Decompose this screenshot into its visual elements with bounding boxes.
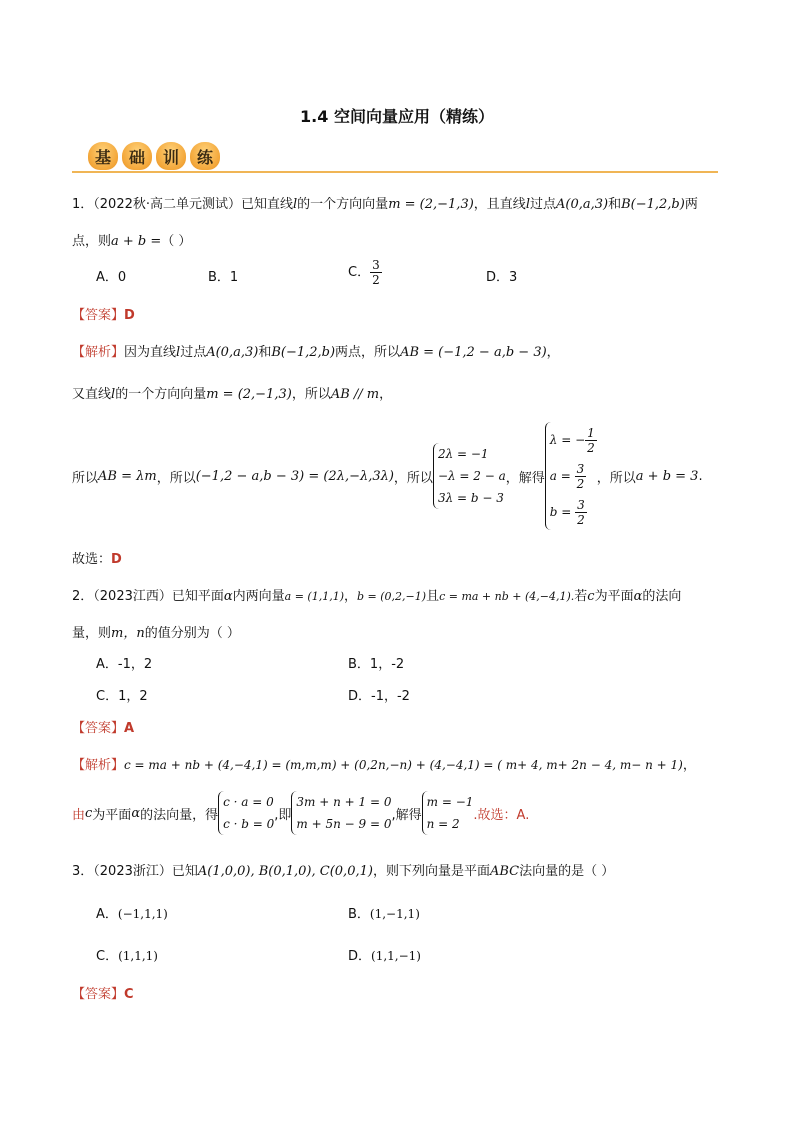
text: . (698, 468, 703, 484)
q2-text: 若 (574, 589, 588, 604)
text: ， (379, 387, 393, 402)
var-c: c (587, 589, 595, 604)
frac-den: 2 (372, 273, 380, 287)
analysis-tag: 【解析】 (72, 758, 125, 773)
text: ,即 (274, 807, 292, 823)
answer-tag: 【答案】 (72, 721, 125, 736)
option-value: (−1,1,1) (117, 907, 168, 921)
section-rule (72, 171, 718, 173)
section-banner (88, 142, 220, 172)
option-value: (1,1,1) (118, 949, 158, 963)
equation: −λ = 2 − a (437, 469, 506, 483)
q3-text: 法向量的是（ ） (519, 864, 615, 879)
solution-system (422, 791, 474, 835)
text: 两点，所以 (335, 345, 401, 360)
text: 所以 (72, 470, 99, 486)
equation: n = 2 (426, 817, 460, 831)
analysis-tag: 【解析】 (72, 345, 125, 360)
vector-ab: AB = (−1,2 − a,b − 3) (400, 345, 547, 360)
expr: a + b = (111, 234, 162, 249)
text: ， (682, 758, 696, 773)
option-label: D． (348, 949, 372, 964)
equation-system (291, 791, 391, 835)
choose-value: D (111, 552, 122, 567)
point-a: A(0,a,3) (556, 197, 609, 212)
q2-text: 内两向量 (232, 589, 285, 604)
fraction (575, 498, 587, 527)
answer-value: A (124, 721, 135, 736)
option-value: (1,1,−1) (371, 949, 421, 963)
q3-option-d[interactable] (348, 945, 421, 964)
equation: a + b = 3 (635, 468, 699, 484)
text: 因为直线 (124, 345, 177, 360)
q1-text: 的一个方向向量 (297, 197, 389, 212)
equation: 3m + n + 1 = 0 (296, 795, 392, 809)
frac-num: 3 (372, 258, 380, 272)
q1-text: （ ） (161, 234, 192, 249)
text: 的一个方向向量 (115, 387, 207, 402)
q2-stem-line1: 2．（2023江西）已知平面α内两向量a = (1,1,1)，b = (0,2,−1)且c = ma + nb + (4,−4,1).若c为平面α的法向 (72, 589, 682, 604)
q2-option-b[interactable]: B．1，-2 (348, 657, 405, 672)
frac-den: 2 (576, 477, 585, 491)
equation: m + 5n − 9 = 0 (296, 817, 392, 831)
frac-num: 1 (587, 426, 595, 440)
vector-m: m = (2,−1,3) (206, 387, 292, 402)
q2-analysis-line2 (72, 790, 529, 836)
option-label: C． (348, 265, 371, 280)
solution-system (545, 422, 597, 530)
answer-tag: 【答案】 (72, 308, 125, 323)
plane-abc: ABC (489, 864, 520, 879)
fraction (575, 462, 587, 491)
text: ,解得 (391, 807, 422, 823)
option-value: (1,−1,1) (369, 907, 420, 921)
var-alpha: α (131, 805, 141, 821)
q1-text: 两 (684, 197, 698, 212)
answer-value: C (124, 987, 134, 1002)
equation: c · b = 0 (223, 817, 275, 831)
q3-stem (72, 860, 614, 879)
equation: m = −1 (426, 795, 474, 809)
q1-analysis-line2 (72, 383, 392, 402)
var-l: l (111, 387, 116, 402)
equation: c · a = 0 (223, 795, 274, 809)
text: 和 (258, 345, 272, 360)
q1-option-b[interactable]: B．1 (208, 270, 239, 285)
q3-answer (72, 983, 134, 1002)
text: ， (546, 345, 560, 360)
solution-a (550, 458, 597, 494)
solution-b (550, 494, 597, 530)
vector-m: m = (2,−1,3) (388, 197, 474, 212)
text: 故选： (72, 552, 112, 567)
q3-option-c[interactable] (96, 945, 158, 964)
var-c: c (85, 805, 93, 821)
q2-text: 的值分别为（ ） (144, 626, 240, 641)
page-title: 1.4 空间向量应用（精练） (300, 107, 494, 126)
q1-option-d[interactable]: D．3 (486, 270, 518, 285)
equation: 2λ = −1 (437, 447, 489, 461)
q1-answer (72, 304, 135, 323)
var-mn: m，n (111, 626, 145, 641)
q2-option-a[interactable]: A．-1，2 (96, 657, 153, 672)
points: A(1,0,0), B(0,1,0), C(0,0,1) (197, 864, 373, 879)
q3-option-a[interactable] (96, 903, 168, 922)
text: 由 (72, 807, 86, 823)
banner-char: 基 (88, 142, 118, 170)
q2-option-d[interactable]: D．-1，-2 (348, 689, 410, 704)
point-b: B(−1,2,b) (271, 345, 336, 360)
lhs: b = (549, 505, 572, 519)
point-a: A(0,a,3) (206, 345, 259, 360)
q1-stem-line1 (72, 193, 698, 212)
banner-char: 训 (156, 142, 186, 170)
lhs: λ = − (549, 433, 586, 447)
vector-c: c = ma + nb + (4,−4,1). (439, 590, 575, 603)
var-l: l (293, 197, 298, 212)
q1-text: 过点 (529, 197, 556, 212)
choose-value: .故选：A. (473, 807, 530, 823)
text: 的法向量，得 (140, 807, 219, 823)
equation: (−1,2 − a,b − 3) = (2λ,−λ,3λ) (195, 468, 394, 484)
text: 为平面 (92, 807, 132, 823)
answer-value: D (124, 308, 135, 323)
frac-num: 3 (577, 498, 585, 512)
q2-text: 量，则 (72, 626, 112, 641)
text: ，解得 (505, 470, 545, 486)
text: ，所以 (393, 470, 433, 486)
text: 又直线 (72, 387, 112, 402)
q1-text: 点，则 (72, 234, 112, 249)
q3-option-b[interactable] (348, 903, 420, 922)
q2-text: 的法向 (642, 589, 682, 604)
var-alpha: α (223, 589, 233, 604)
q2-text: 为平面 (594, 589, 634, 604)
text: ，所以 (291, 387, 331, 402)
vector-a: a = (1,1,1) (284, 590, 344, 603)
q1-stem-line2 (72, 230, 191, 249)
solution-lambda (550, 422, 597, 458)
q3-text: ，则下列向量是平面 (372, 864, 490, 879)
fraction (370, 258, 382, 287)
var-l: l (176, 345, 181, 360)
option-label: C． (96, 949, 119, 964)
fraction (585, 426, 597, 455)
q2-text: 且 (426, 589, 440, 604)
q1-text: 1．（2022秋·高二单元测试）已知直线 (72, 197, 293, 212)
var-l: l (525, 197, 530, 212)
q2-answer (72, 717, 134, 736)
q1-choose (72, 548, 122, 567)
q2-stem-line2 (72, 622, 240, 641)
q1-option-a[interactable]: A．0 (96, 270, 127, 285)
text: 过点 (180, 345, 207, 360)
banner-char: 练 (190, 142, 220, 170)
lhs: a = (549, 469, 571, 483)
q1-analysis-line3 (72, 420, 703, 532)
var-alpha: α (633, 589, 643, 604)
option-label: A． (96, 907, 118, 922)
q1-analysis-line1 (72, 341, 560, 360)
q2-analysis-line1 (72, 754, 696, 773)
q2-text: 2．（2023江西）已知平面 (72, 589, 224, 604)
frac-den: 2 (577, 513, 585, 527)
equation: c = ma + nb + (4,−4,1) = (m,m,m) + (0,2n,−n) + (4,−4,1) = ( m+ 4, m+ 2n − 4, m− n + 1) (124, 758, 683, 772)
frac-num: 3 (576, 462, 585, 476)
banner-char: 础 (122, 142, 152, 170)
lambda-expr: AB = λm (98, 468, 157, 484)
parallel-expr: AB // m (330, 387, 380, 402)
vector-b: b = (0,2,−1) (357, 590, 427, 603)
option-label: B． (348, 907, 370, 922)
equation-system (218, 791, 274, 835)
q1-text: ，且直线 (473, 197, 526, 212)
text: ，所以 (596, 470, 636, 486)
q1-option-c[interactable] (348, 258, 382, 287)
q1-text: 和 (608, 197, 622, 212)
frac-den: 2 (587, 441, 595, 455)
equation: 3λ = b − 3 (437, 491, 504, 505)
equation-system (433, 443, 506, 509)
q3-text: 3．（2023浙江）已知 (72, 864, 198, 879)
q2-option-c[interactable]: C．1，2 (96, 689, 148, 704)
text: ，所以 (156, 470, 196, 486)
answer-tag: 【答案】 (72, 987, 125, 1002)
point-b: B(−1,2,b) (621, 197, 685, 212)
